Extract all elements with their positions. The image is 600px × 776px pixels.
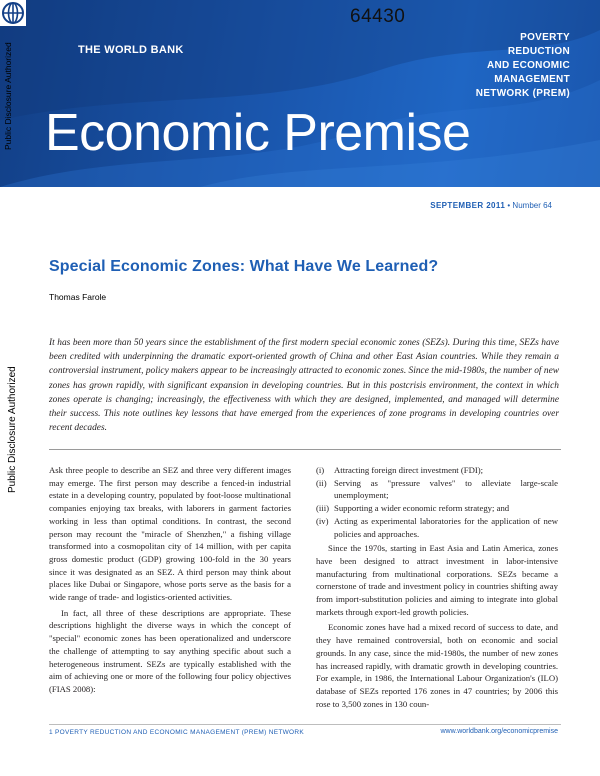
list-item-number: (ii) [316,477,327,488]
document-number-stamp: 64430 [350,6,406,27]
prem-line: AND ECONOMIC [486,60,570,71]
list-item-number: (iv) [316,515,329,526]
list-item [316,477,558,502]
body-column-right [316,464,558,710]
article-title: Special Economic Zones: What Have We Learned? [49,258,439,275]
header-banner [0,0,600,187]
body-paragraph: Ask three people to describe an SEZ and three very different images may emerge. The first person may describe a fenced-in industrial estate in a developing country, populated by foot-loose multinational companies enjoying tax breaks, with laborers in garment factories working in less than optimal conditions. In contrast, the second person may recount the "miracle of Shenzhen," a fishing village transformed into a cosmopolitan city of 14 million, with per capita gross domestic product (GDP) growing 100-fold in the 30 years since it was designated as an SEZ. A third person may think about places like Dubai or Singapore, whose ports serve as the basis for a wide range of trade- and logistics-oriented activities. [49,465,291,603]
article-author: Thomas Farole [49,292,107,302]
disclosure-label-top: Public Disclosure Authorized [3,42,13,150]
list-item [316,502,558,515]
body-paragraph: Economic zones have had a mixed record of success to date, and they have remained controversial, both on economic and social grounds. In any case, since the mid-1980s, the number of new zones has increased rapidly, with dramatic growth in developing countries. For example, in 1986, the International Labour Organization's (ILO) database of SEZs reported 176 zones in 47 countries; by 2006 this rose to 3,500 zones in 130 coun- [316,622,558,709]
masthead-title: Economic Premise [45,104,471,162]
disclosure-label-middle: Public Disclosure Authorized [7,366,18,493]
policy-objectives-list [316,464,558,540]
world-bank-logo-icon [0,0,26,26]
list-item-number: (i) [316,465,325,475]
footer-website-link[interactable]: www.worldbank.org/economicpremise [440,728,558,735]
prem-network-label [400,31,570,101]
body-paragraph: Since the 1970s, starting in East Asia and Latin America, zones have been designed to attract investment in labor-intensive manufacturing from multinational corporations. SEZs became a cornerstone of trade and investment policy in countries shifting away from import-substitution policies and aiming to integrate into global markets through export-led growth policies. [316,543,558,617]
footer-page-label: 1 POVERTY REDUCTION AND ECONOMIC MANAGEMENT (PREM) NETWORK [49,729,305,736]
list-item [316,464,558,477]
list-item-text: Serving as "pressure valves" to alleviate large-scale unemployment; [334,477,558,501]
list-item-text: Attracting foreign direct investment (FDI); [334,465,484,475]
list-item-text: Supporting a wider economic reform strategy; and [334,503,510,514]
body-paragraph: In fact, all three of these descriptions are appropriate. These descriptions highlight the diverse ways in which the concept of "special" economic zones has been operationalized and underscore the challenge of attempting to say anything specific about such a heterogeneous instrument. SEZs are typically established with the aim of achieving one or more of the following four policy objectives (FIAS 2008): [49,607,291,694]
list-item [316,515,558,540]
world-bank-name: THE WORLD BANK [78,44,184,56]
prem-line: REDUCTION [507,46,570,57]
article-abstract: It has been more than 50 years since the establishment of the first modern special economic zones (SEZs). During this time, SEZs have been credited with underpinning the dramatic export-oriented growth of China and other East Asian countries. While they remain a controversial instrument, policy makers appear to be increasingly attracted to economic zones. Since the mid-1980s, the number of new zones has grown rapidly, with significant expansion in developing countries. But in this postcrisis environment, the context in which zones operate is changing; increasingly, the effectiveness with which they are designed, implemented, and managed will determine their success. This note outlines key lessons that have emerged from the experiences of zone programs in developing countries over recent decades. [49,338,559,434]
body-column-left [49,464,291,696]
prem-line: POVERTY [520,32,570,43]
prem-line: MANAGEMENT [494,74,570,85]
abstract-divider [49,449,561,450]
footer-divider [49,724,561,725]
list-item-number: (iii) [316,503,330,514]
prem-line: NETWORK (PREM) [475,88,570,99]
list-item-text: Acting as experimental laboratories for the application of new policies and approaches. [334,515,558,539]
issue-number: Number 64 [512,201,552,210]
issue-separator: • [505,201,513,210]
issue-info [430,201,552,210]
issue-date: SEPTEMBER 2011 [430,201,506,210]
